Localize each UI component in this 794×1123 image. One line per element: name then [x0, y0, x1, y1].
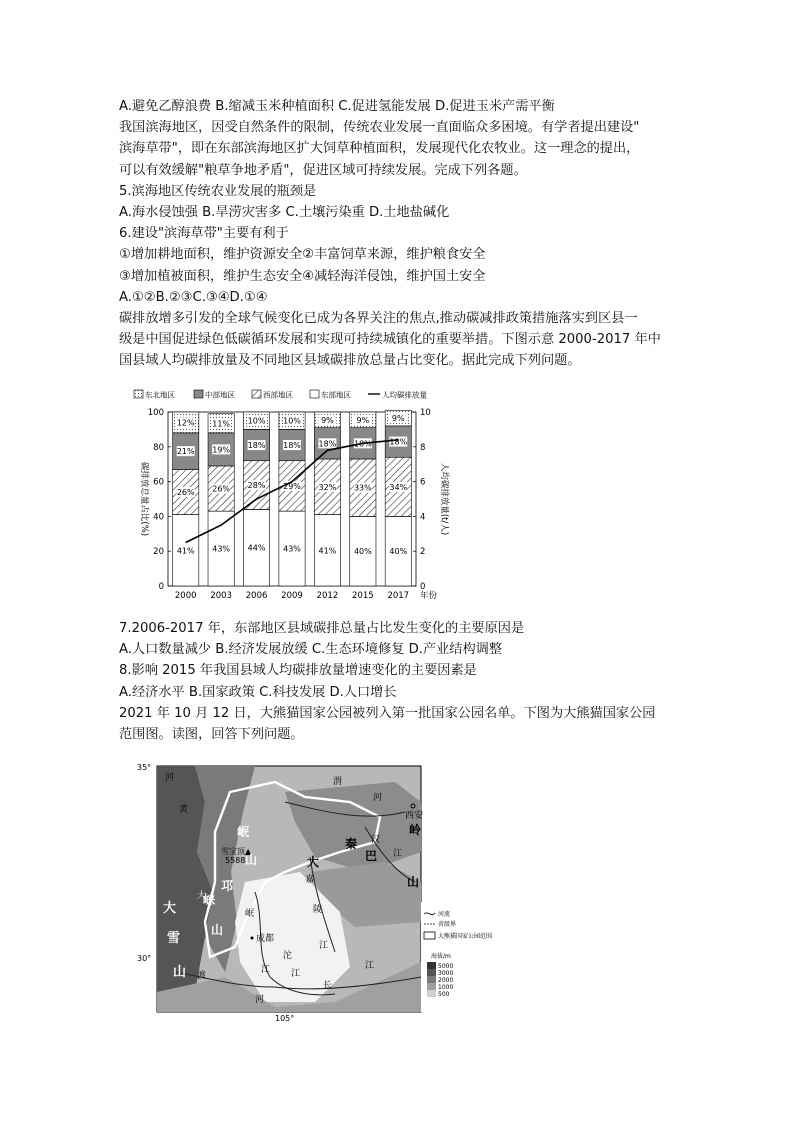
- mountain-label: 巴: [365, 849, 378, 863]
- legend-label: 大熊猫国家公园范围: [438, 933, 493, 940]
- peak-height: 5588: [225, 856, 246, 865]
- bar-value-label: 28%: [247, 481, 266, 491]
- bar-value-label: 18%: [318, 439, 337, 449]
- river-label: 渭: [333, 777, 343, 787]
- y-tick-label: 40: [153, 512, 164, 523]
- text-line: 8.影响 2015 年我国县域人均碳排放量增速变化的主要因素是: [119, 663, 477, 679]
- y-tick-label: 0: [158, 582, 164, 592]
- elev-swatch: [427, 983, 436, 990]
- bar-value-label: 19%: [212, 445, 231, 455]
- river-label: 河: [165, 773, 175, 783]
- river-label: 河: [255, 995, 265, 1005]
- text-line: A.经济水平 B.国家政策 C.科技发展 D.人口增长: [119, 684, 397, 700]
- chart-legend: [134, 390, 427, 400]
- bar-value-label: 10%: [247, 416, 266, 426]
- bar-value-label: 10%: [283, 416, 301, 426]
- y-tick-label: 80: [153, 442, 164, 453]
- elev-value: 500: [438, 991, 450, 998]
- map-legend: [421, 902, 492, 1012]
- river-label: 汉: [371, 835, 381, 845]
- legend-label: 东北地区: [145, 390, 175, 400]
- river-label: 江: [365, 961, 375, 971]
- x-tick-label: 2017: [387, 591, 410, 601]
- legend-swatch: [310, 390, 319, 398]
- bar-value-label: 32%: [318, 482, 337, 492]
- bar-value-label: 43%: [283, 544, 301, 554]
- legend-title: 海拔/m: [431, 953, 451, 960]
- x-axis-unit: 年份: [420, 591, 438, 601]
- y-right-tick-label: 2: [420, 547, 426, 558]
- y-right-tick-label: 0: [420, 582, 426, 592]
- lat-label: 30°: [137, 954, 152, 963]
- bar-value-label: 41%: [176, 546, 195, 556]
- carbon-emission-chart: [128, 386, 458, 604]
- text-line: 国县域人均碳排放量及不同地区县域碳排放总量占比变化。据此完成下列问题。: [119, 353, 581, 369]
- bar-value-label: 9%: [321, 415, 334, 425]
- mountain-label: 山: [173, 965, 187, 980]
- river-label: 陵: [313, 905, 323, 915]
- x-tick-label: 2009: [281, 591, 303, 601]
- river-label: 嘉: [305, 875, 315, 885]
- text-line: 我国滨海地区，因受自然条件的限制，传统农业发展一直面临众多困境。有学者提出建设": [119, 120, 640, 136]
- question-text-bottom: [119, 618, 679, 745]
- elev-swatch: [427, 976, 436, 983]
- y-right-tick-label: 4: [420, 512, 426, 523]
- bar-value-label: 12%: [176, 418, 195, 428]
- chart-svg: [128, 386, 458, 604]
- bar-value-label: 33%: [353, 483, 372, 493]
- river-label: 岷: [245, 909, 255, 919]
- city-label-xian: 西安: [405, 811, 424, 821]
- mountain-label: 大: [307, 855, 320, 869]
- legend-swatch: [252, 390, 261, 398]
- question-text-top: [119, 96, 679, 372]
- elev-swatch: [427, 962, 436, 969]
- bar-value-label: 34%: [389, 482, 408, 492]
- text-line: A.人口数量减少 B.经济发展放缓 C.生态环境修复 D.产业结构调整: [119, 642, 503, 658]
- text-line: 碳排放增多引发的全球气候变化已成为各界关注的焦点,推动碳减排政策措施落实到区县一: [119, 311, 638, 327]
- text-line: 6.建设"滨海草带"主要有利于: [119, 226, 289, 242]
- text-line: 范围图。读图，回答下列问题。: [119, 727, 304, 743]
- river-label: 江: [261, 965, 271, 975]
- bar-value-label: 40%: [389, 547, 408, 557]
- bar-value-label: 9%: [391, 414, 405, 424]
- y-right-tick-label: 8: [420, 442, 426, 453]
- legend-swatch: [134, 390, 143, 398]
- x-tick-label: 2015: [352, 591, 374, 601]
- text-line: 2021 年 10 月 12 日，大熊猫国家公园被列入第一批国家公园名单。下图为大熊猫国家公园: [119, 705, 656, 721]
- elev-value: 1000: [438, 984, 454, 991]
- mountain-label: 岭: [409, 823, 422, 837]
- y-axis-label: 碳排放总量占比(%): [139, 461, 149, 537]
- mountain-label: 山: [407, 875, 420, 889]
- legend-label: 中部地区: [205, 390, 235, 400]
- legend-label: 省级界: [438, 921, 457, 928]
- y-right-tick-label: 6: [420, 477, 426, 488]
- text-line: 7.2006-2017 年，东部地区县域碳排总量占比发生变化的主要原因是: [119, 621, 525, 636]
- mountain-label: 岷: [237, 825, 250, 839]
- text-line: A.海水侵蚀强 B.旱涝灾害多 C.土壤污染重 D.土地盐碱化: [119, 205, 450, 221]
- legend-swatch: [194, 390, 203, 398]
- elev-value: 5000: [438, 963, 454, 970]
- y-tick-label: 20: [153, 547, 164, 558]
- x-tick-label: 2006: [245, 591, 268, 601]
- panda-park-map: [135, 762, 493, 1024]
- river-label: 黄: [179, 805, 189, 815]
- bar-value-label: 18%: [283, 441, 301, 451]
- map-svg: [135, 762, 493, 1024]
- y-tick-label: 60: [153, 477, 164, 488]
- elev-value: 3000: [438, 970, 454, 977]
- y-right-axis-label: 人均碳排放量(t/人): [439, 462, 449, 536]
- legend-label: 河流: [438, 911, 451, 918]
- peak-label: 雪宝顶▲: [221, 847, 252, 856]
- elev-swatch: [427, 969, 436, 976]
- elev-value: 2000: [438, 977, 454, 984]
- y-tick-label: 100: [147, 408, 164, 418]
- text-line: 滨海草带"，即在东部滨海地区扩大饲草种植面积，发展现代化农牧业。这一理念的提出，: [119, 141, 640, 157]
- mountain-label: 大: [163, 901, 177, 916]
- bar-value-label: 26%: [176, 488, 195, 498]
- bar-value-label: 18%: [247, 441, 266, 451]
- bar-value-label: 18%: [389, 437, 408, 447]
- bar-value-label: 9%: [356, 415, 370, 425]
- bar-value-label: 41%: [318, 546, 337, 556]
- bar-value-label: 21%: [176, 447, 195, 457]
- bar-value-label: 11%: [212, 419, 231, 429]
- bar-value-label: 29%: [283, 481, 301, 491]
- bar-value-label: 44%: [247, 543, 266, 553]
- city-label-chengdu: 成都: [256, 934, 275, 944]
- text-line: A.①②B.②③C.③④D.①④: [119, 289, 268, 305]
- river-label: 沱: [283, 951, 293, 961]
- text-line: ①增加耕地面积，维护资源安全②丰富饲草来源，维护粮食安全: [119, 247, 486, 263]
- chart-bars: [173, 410, 412, 586]
- river-label: 渡: [197, 971, 207, 981]
- mountain-label: 雪: [167, 931, 181, 946]
- river-label: 河: [373, 793, 383, 803]
- bar-value-label: 40%: [353, 547, 372, 557]
- river-label: 江: [291, 969, 301, 979]
- river-label: 长: [323, 981, 333, 991]
- text-line: ③增加植被面积，维护生态安全④减轻海洋侵蚀，维护国土安全: [119, 268, 486, 284]
- river-label: 江: [319, 941, 329, 951]
- mountain-label: 崃: [203, 893, 216, 907]
- text-line: 级是中国促进绿色低碳循环发展和实现可持续城镇化的重要举措。下图示意 2000-2017 年中: [119, 332, 661, 348]
- bar-value-label: 43%: [212, 544, 231, 554]
- bar-value-label: 18%: [353, 439, 372, 449]
- y-right-tick-label: 10: [420, 408, 431, 418]
- legend-label: 东部地区: [321, 390, 351, 400]
- river-label: 江: [393, 849, 403, 859]
- lon-label: 105°: [275, 1014, 295, 1023]
- text-line: 5.滨海地区传统农业发展的瓶颈是: [119, 183, 317, 199]
- x-tick-label: 2003: [210, 591, 232, 601]
- mountain-label: 山: [211, 923, 224, 937]
- text-line: 可以有效缓解"粮草争地矛盾"，促进区域可持续发展。完成下列各题。: [119, 162, 527, 178]
- lat-label: 35°: [137, 763, 152, 772]
- legend-label: 人均碳排放量: [382, 390, 427, 400]
- river-label: 大: [197, 891, 207, 901]
- elev-swatch: [427, 990, 436, 997]
- city-dot: [251, 937, 254, 940]
- legend-label: 西部地区: [263, 390, 293, 400]
- mountain-label: 山: [245, 853, 258, 867]
- x-tick-label: 2012: [316, 591, 339, 601]
- mountain-label: 秦: [345, 837, 358, 851]
- x-tick-label: 2000: [174, 591, 197, 601]
- mountain-label: 邛: [221, 879, 234, 893]
- bar-value-label: 26%: [212, 484, 231, 494]
- text-line: A.避免乙醇浪费 B.缩减玉米种植面积 C.促进氢能发展 D.促进玉米产需平衡: [119, 99, 555, 114]
